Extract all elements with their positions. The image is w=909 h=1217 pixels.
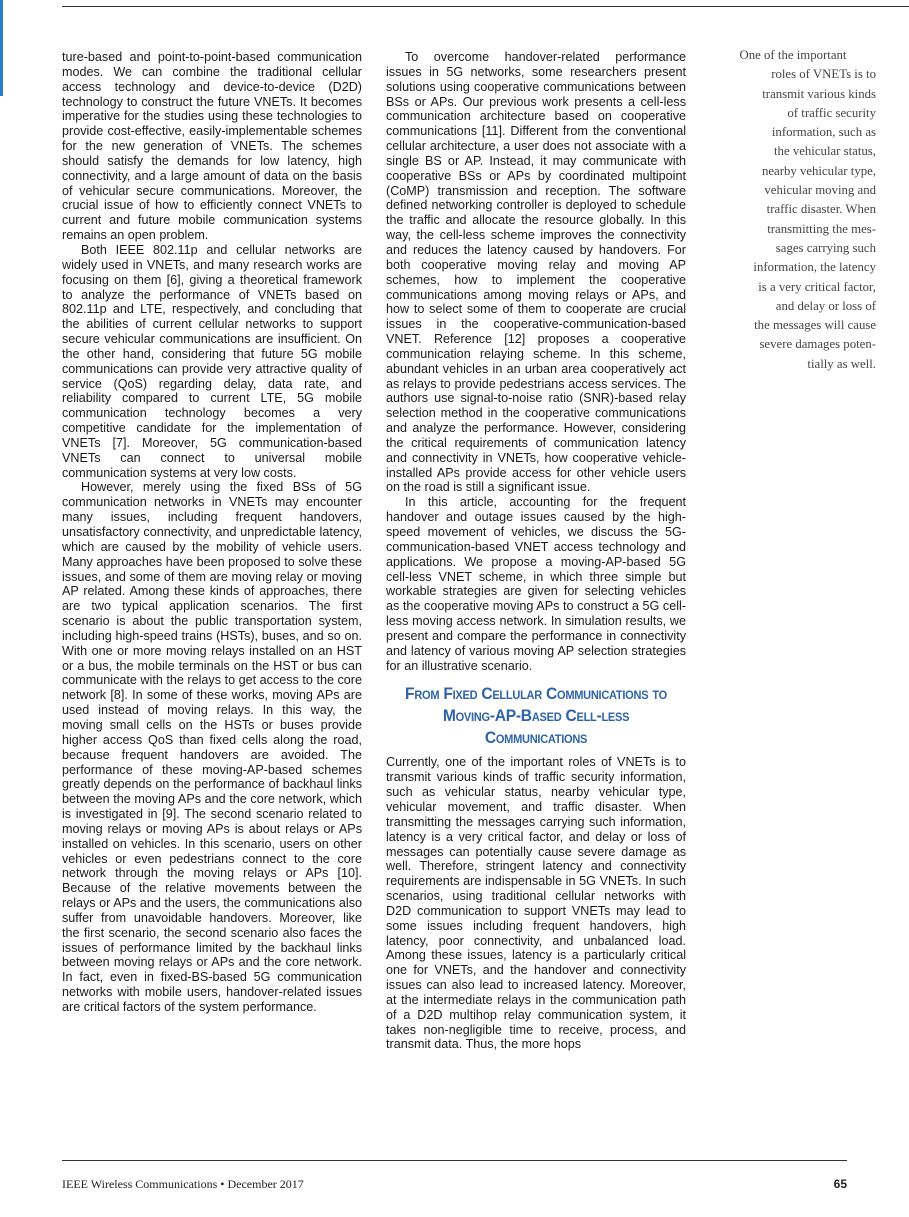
top-rule: [62, 6, 909, 7]
section-heading: [398, 683, 674, 749]
footer-publication: IEEE Wireless Communications • December 2017: [62, 1177, 304, 1191]
paragraph: In this article, accounting for the frequent handover and outage issues caused by the high-speed movement of vehicles, we discuss the 5G-communication-based VNET access technology and applications. We propose a moving-AP-based 5G cell-less VNET scheme, in which three simple but workable strategies are given for selecting vehicles as the cooperative moving APs to construct a 5G cell-less moving access network. In simulation results, we present and compare the performance in connectivity and latency of various moving AP selection strategies for an illustrative scenario.: [386, 495, 686, 673]
pull-quote-line: vehicular moving and: [764, 183, 876, 198]
paragraph: Currently, one of the important roles of VNETs is to transmit various kinds of traffic security information, such as vehicular status, nearby vehicular type, vehicular movement, and traffic disaster. When transmitting the messages carrying such information, latency is a very critical factor, and delay or loss of messages can potentially cause severe damage as well. Therefore, stringent latency and connectivity requirements are indispensable in 5G VNETs. In such scenarios, using traditional cellular networks with D2D communication to support VNETs may lead to some issues including frequent handovers, high latency, poor connectivity, and unbalanced load. Among these issues, latency is a particularly critical one for VNETs, and the handover and connectivity issues can also lead to increased latency. Moreover, at the intermediate relays in the communication path of a D2D multihop relay communication system, it takes non-negligible time to receive, process, and transmit data. Thus, the more hops: [386, 755, 686, 1052]
pull-quote-line: nearby vehicular type,: [761, 163, 876, 178]
section-heading-line-2: Moving-AP-Based Cell-less Communications: [442, 706, 630, 748]
pull-quote: [710, 46, 876, 374]
pull-quote-line: severe damages poten-: [759, 337, 876, 352]
pull-quote-line: sages carrying such: [775, 240, 876, 255]
pull-quote-line: the vehicular status,: [774, 144, 876, 159]
bottom-rule: [62, 1160, 847, 1161]
pull-quote-line: and delay or loss of: [775, 298, 876, 313]
pull-quote-line: One of the important: [739, 48, 847, 62]
pull-quote-line: information, such as: [771, 125, 876, 140]
paragraph: ture-based and point-to-point-based communication modes. We can combine the traditional cellular access technology and device-to-device (D2D) technology to construct the future VNETs. It becomes imperative for the studies using these technologies to provide cost-effective, easily-implementable schemes for the new generation of VNETs. The schemes should satisfy the demands for low latency, high connectivity, and a large amount of data on the basis of vehicular secure communications. Moreover, the crucial issue of how to efficiently connect VNETs to current and future mobile communication systems remains an open problem.: [62, 50, 362, 243]
edge-color-mark: [0, 0, 3, 96]
paragraph: To overcome handover-related performance issues in 5G networks, some researchers present solutions using cooperative communications between BSs or APs. Our previous work presents a cell-less communication architecture based on cooperative communications [11]. Different from the conventional cellular architecture, a user does not associate with a single BS or AP. Instead, it may communicate with cooperative BSs or APs by coordinated multipoint (CoMP) transmission and reception. The software defined networking controller is deployed to schedule the traffic and allocate the resource globally. In this way, the cell-less scheme improves the connectivity and reduces the latency caused by handovers. For both cooperative moving relay and moving AP schemes, how to implement the cooperative communications among moving relays or APs, and how to select some of them to cooperate are crucial issues in the cooperative-communication-based VNET. Reference [12] proposes a cooperative communication relaying scheme. In this scheme, abundant vehicles in an urban area cooperatively act as relays to provide pedestrians access services. The authors use signal-to-noise ratio (SNR)-based relay selection method in the cooperative communications and analyze the performance. However, considering the critical requirements of communication latency and connectivity in VNETs, how cooperative vehicle-installed APs provide access for other vehicle users on the road is still a significant issue.: [386, 50, 686, 495]
pull-quote-line: tially as well.: [807, 356, 876, 371]
pull-quote-line: roles of VNETs is to: [771, 67, 876, 82]
pull-quote-line: transmitting the mes-: [767, 221, 876, 236]
pull-quote-line: is a very critical factor,: [758, 279, 876, 294]
pull-quote-line: information, the latency: [753, 260, 876, 275]
page-number: 65: [833, 1177, 847, 1191]
section-heading-line-1: From Fixed Cellular Communications to: [405, 684, 667, 704]
paragraph: However, merely using the fixed BSs of 5G communication networks in VNETs may encounter many issues, including frequent handovers, unsatisfactory connectivity, and unpredictable latency, which are caused by the mobility of vehicle users. Many approaches have been proposed to solve these issues, and some of them are moving relay or moving AP related. Among these kinds of approaches, there are two typical application scenarios. The first scenario is about the public transportation system, including high-speed trains (HSTs), buses, and so on. With one or more moving relays installed on an HST or a bus, the mobile terminals on the HST or bus can communicate with the relays to get access to the core network [8]. In some of these works, moving APs are used instead of moving relays. In this way, the moving small cells on the HSTs or buses provide higher access QoS than fixed cells along the road, because frequent handovers are avoided. The performance of these moving-AP-based schemes greatly depends on the performance of backhaul links between the moving APs and the core network, which is investigated in [9]. The second scenario related to moving relays or moving APs is about relays or APs installed on vehicles. In this scenario, users on other vehicles or even pedestrians connect to the core network through the moving relays or APs [10]. Because of the relative movements between the relays or APs and the users, the communications also suffer from unavoidable handovers. Moreover, like the first scenario, the second scenario also faces the issues of performance limited by the backhaul links between moving relays or APs and the core network. In fact, even in fixed-BS-based 5G communication networks with mobile users, handover-related issues are critical factors of the system performance.: [62, 480, 362, 1014]
pull-quote-line: transmit various kinds: [762, 86, 876, 101]
column-left: [62, 50, 362, 1015]
pull-quote-line: the messages will cause: [754, 318, 876, 333]
pull-quote-line: traffic disaster. When: [766, 202, 876, 217]
pull-quote-line: of traffic security: [787, 105, 876, 120]
paragraph: Both IEEE 802.11p and cellular networks are widely used in VNETs, and many research works are focusing on them [6], giving a theoretical framework to analyze the performance of VNETs based on 802.11p and LTE, respectively, and concluding that the abilities of current cellular networks to support secure vehicular communications are insufficient. On the other hand, considering that future 5G mobile communications can provide very attractive quality of service (QoS) regarding delay, data rate, and reliability compared to current LTE, 5G mobile communication technology becomes a very competitive candidate for the implementation of VNETs [7]. Moreover, 5G communication-based VNETs can connect to universal mobile communication systems at very low costs.: [62, 242, 362, 480]
column-middle: [386, 50, 686, 1052]
